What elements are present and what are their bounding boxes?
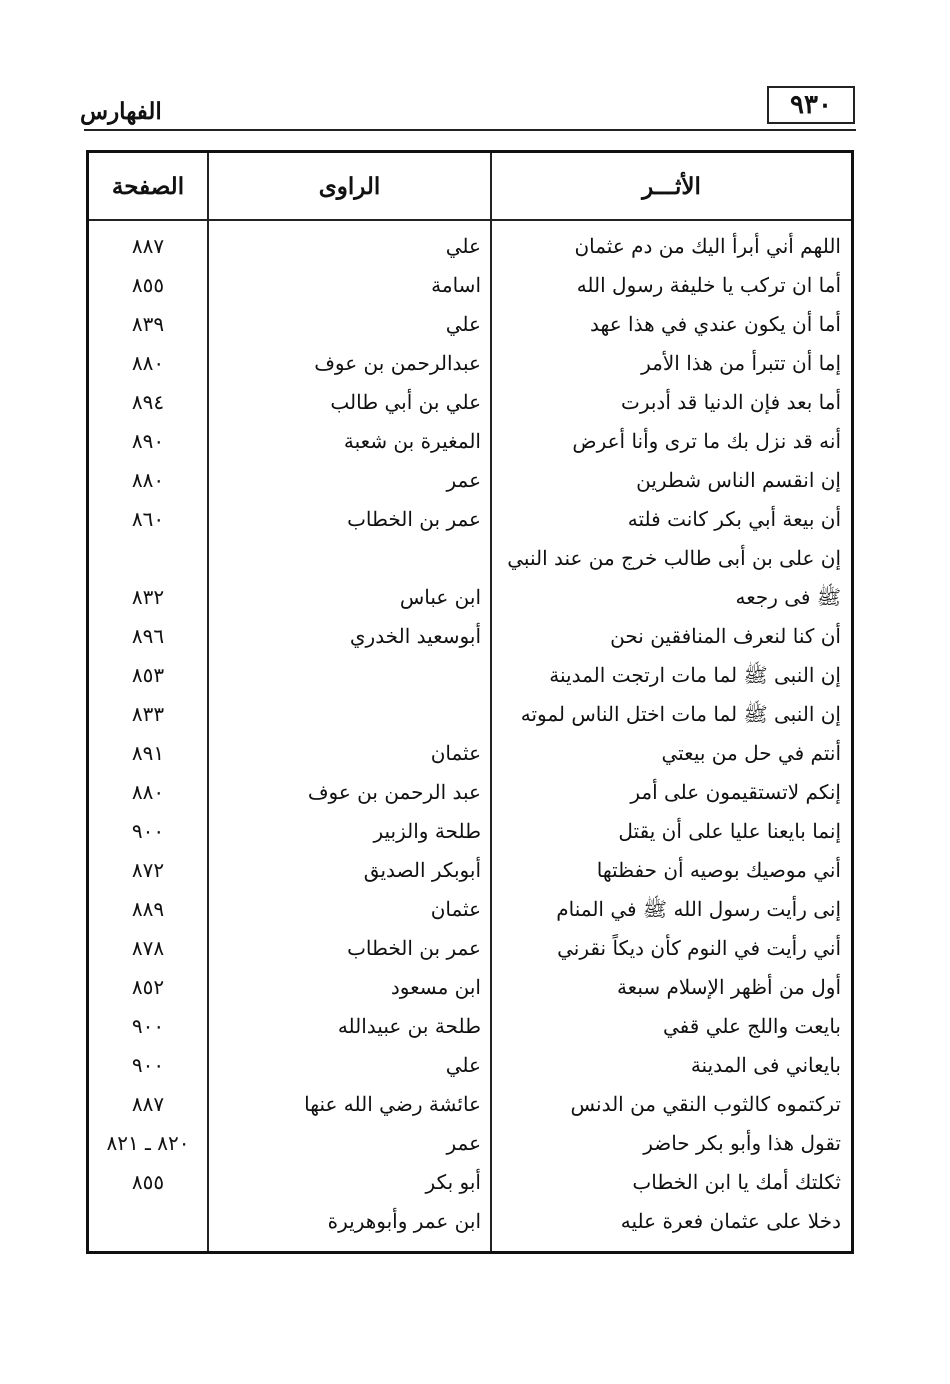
table-row [89,656,851,695]
table-row [89,1124,851,1163]
athar-text: دخلا على عثمان فعرة عليه [620,1209,841,1233]
table-row [89,1163,851,1202]
athar-text: أما ان تركب يا خليفة رسول الله [576,273,841,297]
athar-text: تقول هذا وأبو بكر حاضر [643,1131,841,1155]
page-reference: ٨٨٠ [131,780,165,804]
table-row [89,929,851,968]
table-row [89,890,851,929]
table-row [89,383,851,422]
page-reference: ٨٣٣ [131,702,165,726]
table-row [89,812,851,851]
page-reference: ٨٨٩ [131,897,165,921]
narrator-name: عمر [446,1131,481,1155]
narrator-name: اسامة [431,273,481,297]
athar-text: إنما بايعنا عليا على أن يقتل [618,819,841,843]
narrator-name: علي [445,234,481,258]
narrator-name: ابن عمر وأبوهريرة [327,1209,481,1233]
narrator-name: أبوبكر الصديق [363,858,481,882]
table-row [89,773,851,812]
page-reference: ٨٢٠ ـ ٨٢١ [106,1131,190,1155]
narrator-name [209,656,481,695]
athar-text: أما بعد فإن الدنيا قد أدبرت [621,390,841,414]
table-row [89,539,851,617]
narrator-name: عمر بن الخطاب [347,507,481,531]
table-body [89,227,851,1241]
athar-text: إنى رأيت رسول الله ﷺ في المنام [556,897,841,921]
table-row [89,734,851,773]
narrator-name: طلحة بن عبيدالله [337,1014,481,1038]
page-reference: ٨٦٠ [131,507,165,531]
table-row [89,461,851,500]
narrator-name: عبدالرحمن بن عوف [314,351,481,375]
narrator-name: علي [445,1053,481,1077]
narrator-name: عبد الرحمن بن عوف [307,780,481,804]
page-reference: ٨٩١ [131,741,165,765]
page-reference: ٨٩٤ [131,390,165,414]
table-row [89,1046,851,1085]
athar-text: إن النبى ﷺ لما مات ارتجت المدينة [549,663,841,687]
page-reference: ٨٧٢ [131,858,165,882]
table-row [89,851,851,890]
page-reference: ٨٩٦ [131,624,165,648]
athar-text: أول من أظهر الإسلام سبعة [616,975,841,999]
table-row [89,695,851,734]
athar-text: إن على بن أبى طالب خرج من عند النبي ﷺ فى رجعه [507,546,841,609]
athar-text: إن النبى ﷺ لما مات اختل الناس لموته [520,702,841,726]
athar-index-table [86,150,854,1254]
page-reference: ٨٣٢ [131,585,165,609]
page-reference: ٩٠٠ [131,819,165,843]
athar-text: أنه قد نزل بك ما ترى وأنا أعرض [572,429,841,453]
athar-text: إنكم لاتستقيمون على أمر [630,780,841,804]
table-row [89,1085,851,1124]
athar-text: ثكلتك أمك يا ابن الخطاب [632,1170,841,1194]
table-row [89,266,851,305]
athar-text: بايعاني فى المدينة [690,1053,841,1077]
narrator-name [209,695,481,734]
narrator-name: أبو بكر [425,1170,481,1194]
table-row [89,305,851,344]
athar-text: أما أن يكون عندي في هذا عهد [590,312,841,336]
table-row [89,1202,851,1241]
athar-text: أن بيعة أبي بكر كانت فلته [627,507,841,531]
page-reference: ٩٠٠ [131,1053,165,1077]
narrator-name: ابن عباس [399,585,481,609]
narrator-name: ابن مسعود [390,975,481,999]
section-title: الفهارس [80,98,162,125]
page-reference: ٨٨٠ [131,468,165,492]
page-reference: ٩٠٠ [131,1014,165,1038]
page-reference: ٨٥٢ [131,975,165,999]
page-reference: ٨٨٠ [131,351,165,375]
table-row [89,500,851,539]
narrator-name: عائشة رضي الله عنها [304,1092,481,1116]
page-reference: ٨٥٥ [131,273,165,297]
page-header [0,0,950,140]
column-header-athar: الأثـــر [642,172,701,200]
athar-text: أني رأيت في النوم كأن ديكاً نقرني [557,936,841,960]
narrator-name: المغيرة بن شعبة [343,429,481,453]
narrator-name: علي بن أبي طالب [330,390,481,414]
narrator-name: عثمان [430,897,481,921]
page-reference: ٨٥٥ [131,1170,165,1194]
athar-text: أنتم في حل من بيعتي [661,741,841,765]
narrator-name: عمر بن الخطاب [347,936,481,960]
column-header-page: الصفحة [111,172,185,200]
athar-text: إن انقسم الناس شطرين [636,468,841,492]
table-row [89,422,851,461]
athar-text: تركتموه كالثوب النقي من الدنس [570,1092,841,1116]
narrator-name: عمر [446,468,481,492]
athar-text: اللهم أني أبرأ اليك من دم عثمان [574,234,841,258]
narrator-name: أبوسعيد الخدري [349,624,481,648]
header-row-rule [89,219,851,221]
page-reference: ٨٨٧ [131,234,165,258]
page-reference: ٨٩٠ [131,429,165,453]
header-rule [84,129,856,131]
athar-text: إما أن تتبرأ من هذا الأمر [641,351,841,375]
page-reference: ٨٥٣ [131,663,165,687]
page-reference: ٨٨٧ [131,1092,165,1116]
athar-text: أني موصيك بوصيه أن حفظتها [596,858,841,882]
table-row [89,344,851,383]
narrator-name: طلحة والزبير [373,819,481,843]
table-row [89,227,851,266]
page-reference: ٨٧٨ [131,936,165,960]
narrator-name: عثمان [430,741,481,765]
table-row [89,1007,851,1046]
narrator-name: علي [445,312,481,336]
page-reference [89,1202,207,1241]
page-number: ٩٣٠ [767,86,855,124]
athar-text: أن كنا لنعرف المنافقين نحن [610,624,841,648]
athar-text: بايعت واللج علي قفي [663,1014,841,1038]
table-row [89,617,851,656]
column-header-rawi: الراوى [318,172,381,200]
table-row [89,968,851,1007]
page-reference: ٨٣٩ [131,312,165,336]
